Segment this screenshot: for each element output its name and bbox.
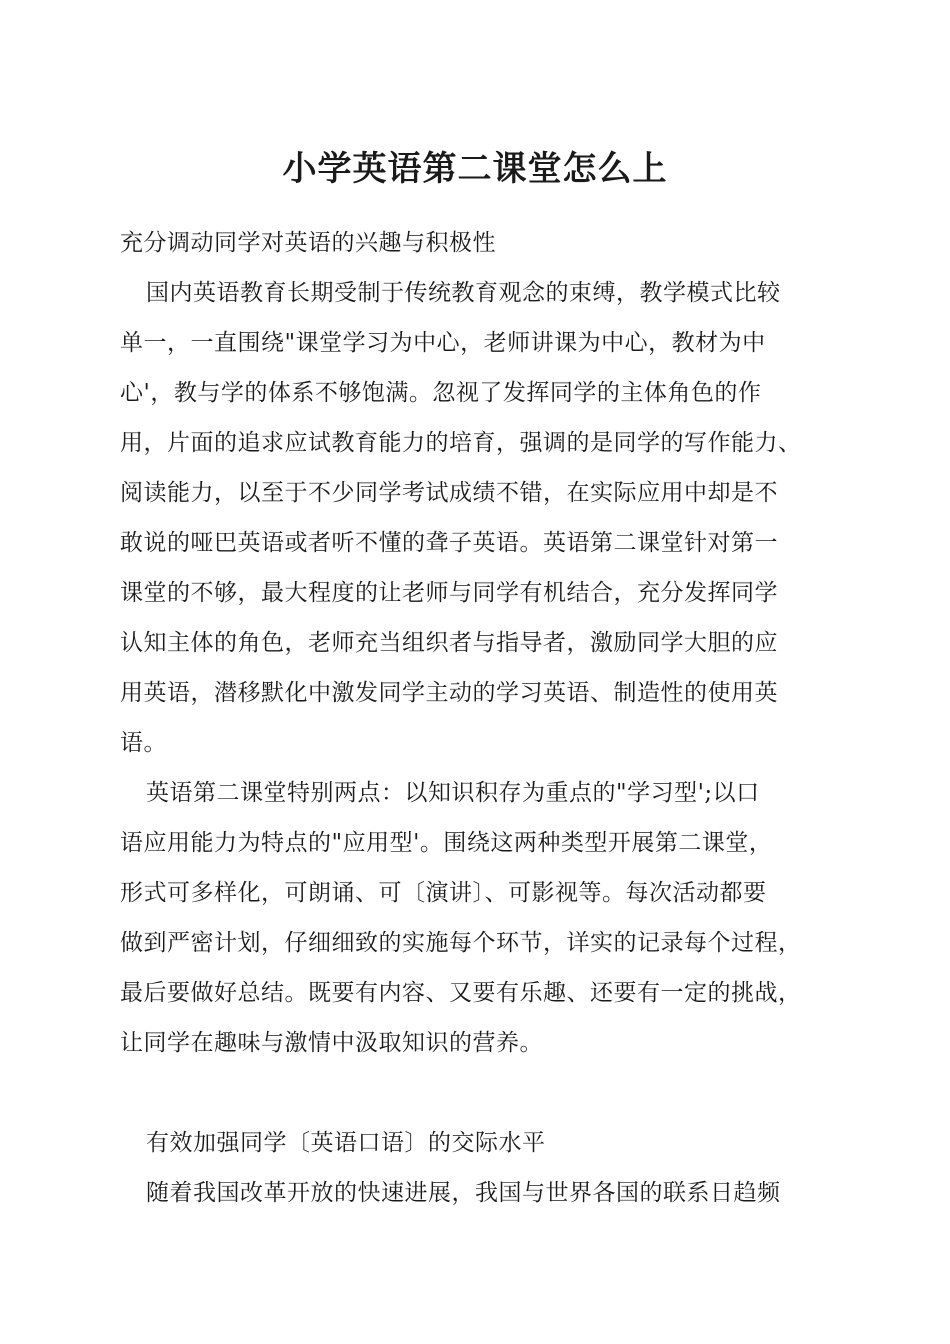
paragraph-line: 用，片面的追求应试教育能力的培育，强调的是同学的写作能力、 [120, 430, 802, 456]
paragraph-line: 国内英语教育长期受制于传统教育观念的束缚，教学模式比较 [146, 280, 781, 306]
paragraph-line: 用英语，潜移默化中激发同学主动的学习英语、制造性的使用英 [120, 680, 778, 706]
paragraph-line: 心'，教与学的体系不够饱满。忽视了发挥同学的主体角色的作 [120, 380, 762, 406]
paragraph-line: 单一，一直围绕"课堂学习为中心，老师讲课为中心，教材为中 [120, 330, 766, 356]
paragraph-line: 认知主体的角色，老师充当组织者与指导者，激励同学大胆的应 [120, 630, 778, 656]
paragraph-line: 课堂的不够，最大程度的让老师与同学有机结合，充分发挥同学 [120, 580, 778, 606]
paragraph-line: 让同学在趣味与激情中汲取知识的营养。 [120, 1030, 543, 1056]
document-title: 小学英语第二课堂怎么上 [282, 149, 668, 189]
paragraph-line: 最后要做好总结。既要有内容、又要有乐趣、还要有一定的挑战， [120, 980, 802, 1006]
paragraph-line: 语应用能力为特点的"应用型'。围绕这两种类型开展第二课堂， [120, 830, 773, 856]
paragraph-line: 语。 [120, 730, 167, 756]
paragraph-line: 敢说的哑巴英语或者听不懂的聋子英语。英语第二课堂针对第一 [120, 530, 778, 556]
section-heading: 有效加强同学〔英语口语〕的交际水平 [146, 1130, 546, 1156]
paragraph-line: 阅读能力，以至于不少同学考试成绩不错，在实际应用中却是不 [120, 480, 778, 506]
paragraph-line: 英语第二课堂特别两点：以知识积存为重点的"学习型';以口 [146, 780, 760, 806]
paragraph-line: 随着我国改革开放的快速进展，我国与世界各国的联系日趋频 [146, 1180, 781, 1206]
paragraph-line: 形式可多样化，可朗诵、可〔演讲〕、可影视等。每次活动都要 [120, 880, 767, 906]
section-heading: 充分调动同学对英语的兴趣与积极性 [120, 230, 496, 256]
paragraph-line: 做到严密计划，仔细细致的实施每个环节，详实的记录每个过程， [120, 930, 802, 956]
